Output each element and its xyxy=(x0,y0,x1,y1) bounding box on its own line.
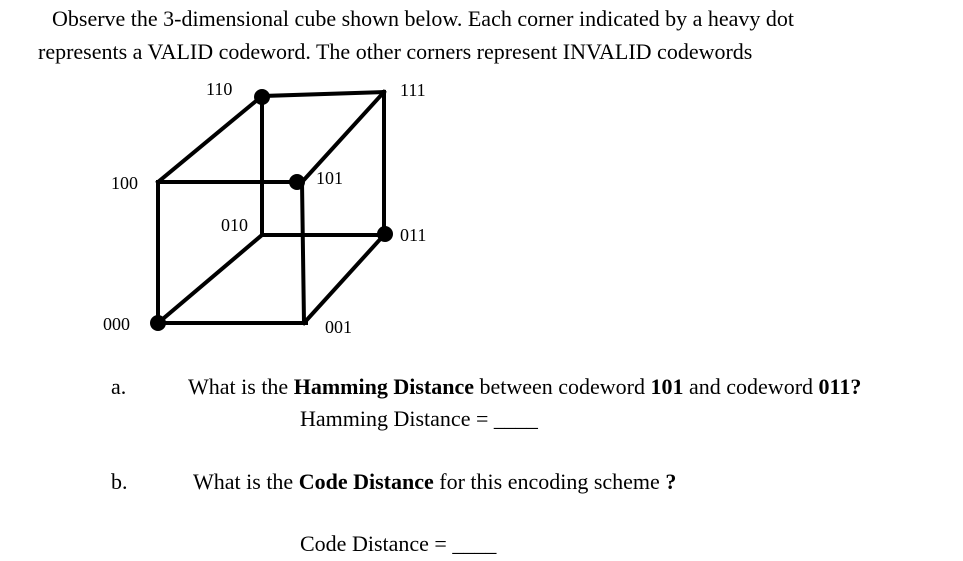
question-b-answer-blank: ____ xyxy=(452,531,497,556)
question-a-mid: between codeword xyxy=(473,374,651,399)
question-b-pre: What is the xyxy=(193,469,299,494)
question-a-and: and codeword xyxy=(683,374,819,399)
question-b-qmark: ? xyxy=(665,469,677,494)
vertex-label-001: 001 xyxy=(325,317,352,337)
edge-110-111 xyxy=(262,92,384,96)
question-a-letter: a. xyxy=(111,374,127,399)
valid-dot-110 xyxy=(254,89,270,105)
vertex-label-100: 100 xyxy=(111,173,138,193)
edge-100-110 xyxy=(158,96,262,182)
valid-dot-101 xyxy=(289,174,305,190)
valid-dot-011 xyxy=(377,226,393,242)
valid-dot-000 xyxy=(150,315,166,331)
question-a-answer-blank: ____ xyxy=(493,406,538,431)
question-b-answer-label: Code Distance = xyxy=(300,531,453,556)
question-a-answer xyxy=(300,406,538,432)
intro-line-1: Observe the 3-dimensional cube shown below. Each corner indicated by a heavy dot xyxy=(52,6,795,31)
question-b-term: Code Distance xyxy=(298,469,434,494)
vertex-label-110: 110 xyxy=(206,79,233,99)
question-a-codeword-1: 101 xyxy=(650,374,684,399)
question-b-letter: b. xyxy=(111,469,128,494)
vertex-label-101: 101 xyxy=(316,168,343,188)
question-a-pre: What is the xyxy=(188,374,294,399)
vertex-label-111: 111 xyxy=(400,80,426,100)
edge-000-010 xyxy=(158,235,262,323)
question-b-mid: for this encoding scheme xyxy=(433,469,666,494)
intro-line-2: represents a VALID codeword. The other corners represent INVALID codewords xyxy=(38,39,753,64)
vertex-label-010: 010 xyxy=(221,215,248,235)
question-a-text xyxy=(188,374,861,400)
vertex-label-000: 000 xyxy=(103,314,130,334)
edge-001-011 xyxy=(304,235,384,323)
edge-101-001 xyxy=(302,182,304,323)
edge-101-111 xyxy=(302,92,384,182)
question-a-codeword-2: 011? xyxy=(818,374,862,399)
question-a-answer-label: Hamming Distance = xyxy=(300,406,494,431)
vertex-label-011: 011 xyxy=(400,225,427,245)
question-b-text xyxy=(193,469,676,495)
question-b-answer xyxy=(300,531,496,557)
question-a-term: Hamming Distance xyxy=(293,374,474,399)
